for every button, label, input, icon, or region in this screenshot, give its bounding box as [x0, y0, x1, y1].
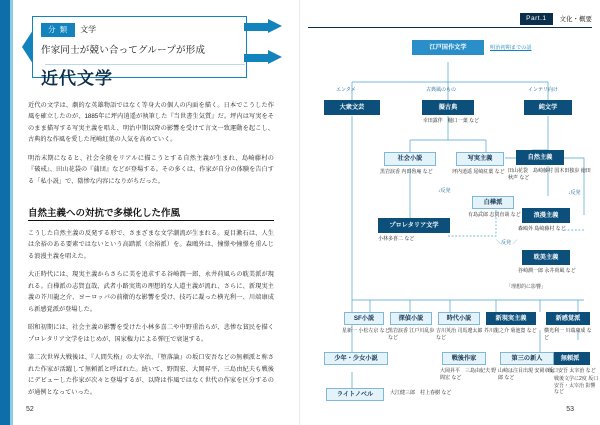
node-shin-genjitsu-shugi[interactable]: 新現実主義 [486, 312, 536, 325]
header-part-tag: Part.1 [520, 13, 552, 25]
left-edge-bar [0, 0, 10, 425]
note-risou: 「理想的に影響」 [506, 284, 547, 290]
body-paragraph-3: 昭和初期には、社会主義の影響を受けた小林多喜二や中野重治らが、悲惨な貧民を描くプロレタリア文学をはじめが、国家権力による弾圧で衰退する。 [28, 324, 274, 343]
caption-roman-shugi: 森鴎外 島崎藤村 など [518, 226, 566, 232]
banner-box [32, 16, 247, 88]
branch-label-entertainment: エンタメ [336, 87, 356, 93]
node-pseudo-classic[interactable]: 擬古典 [422, 100, 474, 115]
section-body [28, 228, 274, 405]
caption-shajitsu-shugi: 坪内逍遥 尾崎紅葉 など [452, 169, 505, 175]
node-jidai-shousetsu[interactable]: 時代小説 [438, 312, 480, 325]
caption-tantei-shousetsu: 黒岩涙香 江戸川乱歩 など [388, 328, 435, 341]
caption-shin-genjitsu-shugi: 芥川龍之介 菊池寛 など [484, 328, 537, 334]
node-root[interactable]: 江戸国作文学 [412, 40, 484, 55]
branch-label-intelli: インテリ向け [528, 87, 559, 93]
caption-shakai-shousetsu: 黒岩涙香 内田魯庵 など [380, 169, 433, 175]
header-label: 文化・概要 [559, 16, 592, 23]
node-hakuba-ha[interactable]: 白樺派 [472, 196, 514, 209]
node-roman-shugi[interactable]: 浪漫主義 [522, 208, 570, 223]
caption-sf-shousetsu: 星新一 小松左京 など [342, 328, 390, 334]
body-paragraph-4: 第二次世界大戦後は、『人間失格』の太宰治、『堕落論』の坂口安吾などの無頼派と称された作家が活躍して無頼派と呼ばれた。続いて、野間宏、大岡昇平、三島由紀夫も戦後にデビューした作家が次々と登場するが、以降は作風ではなく世代の作家を区分するのが通例となっていった。 [28, 354, 274, 396]
note-sengo-bungaku: 戦後文学に2度 坂口安吾・太宰治 影響 など [554, 376, 599, 395]
root-link[interactable]: 明治初期までの話 [490, 45, 532, 51]
node-pure-literature[interactable]: 純文学 [524, 100, 572, 115]
banner-divider [45, 64, 245, 65]
node-shizen-shugi[interactable]: 自然主義 [516, 150, 564, 165]
caption-tanbi-shugi: 谷崎潤一郎 永井荷風 など [518, 268, 576, 274]
body-paragraph-2: 大正時代には、現実主義からさらに美を追求する谷崎潤一郎、永井荷風らの耽美派が現れる。白樺派の志賀直哉、武者小路実篤の理想的な人道主義が流れ、さらに、新現実主義の芥川龍之介、ヨーロッパの前衛的な影響を受け、技巧に凝った横光利一、川端康成ら新感覚派が登場した。 [28, 271, 274, 313]
branch-label-classic: 古典風のもの [426, 87, 457, 93]
node-shonen-shojo-shousetsu[interactable]: 少年・少女小説 [324, 352, 388, 365]
page-number-left: 52 [26, 406, 34, 413]
left-edge-bar-light [10, 0, 13, 425]
note-hanpatsu-3: ＼反発 ／ [496, 240, 518, 246]
section-rule [28, 220, 274, 221]
caption-shinkankaku-ha: 横光利一 川端康成 など [544, 328, 592, 341]
node-sengo-sakka[interactable]: 戦後作家 [442, 352, 486, 365]
intro-text [28, 100, 274, 194]
caption-sengo-sakka: 大岡昇平 三島由紀夫 野間宏 など [440, 368, 497, 381]
note-hanpatsu-2: ↓反発 [568, 190, 581, 196]
body-paragraph-1: こうした自然主義の反発する形で、さまざまな文学潮流が生まれる。夏目漱石は、人生は余裕のある要素ではないという高踏派（余裕派）を。森鴎外は、憧憬や憧憬を重んじる浪漫主義を唱えた。 [28, 230, 274, 260]
section-heading: 自然主義への対抗で多様化した作風 [28, 208, 181, 219]
banner-subtitle: 作家同士が競い合ってグループが形成 [41, 45, 206, 56]
caption-proletarian-literature: 小林多喜二 など [378, 236, 415, 242]
node-shakai-shousetsu[interactable]: 社会小説 [384, 152, 436, 166]
note-hanpatsu-1: ↓反発 [438, 188, 451, 194]
intro-paragraph-1: 近代の文学は、劇的な英雄物語ではなく等身大の個人の内面を描く。日本でこうした作風を確立したのが、1885年に坪内逍遥が執筆した『当世書生気質』だ。坪内は写実をそのまま描写する写実主義を唱え、明治中期以降の影響を受けて言文一致運動を起こし、古典的な作風を愛した尾崎紅葉の人気を高めていく。 [28, 102, 274, 144]
caption-pseudo-classic: 幸田露伴 樋口一葉 など [422, 118, 480, 124]
caption-light-novel: 大江健三郎 村上春樹 など [390, 390, 452, 396]
node-tanbi-shugi[interactable]: 耽美主義 [522, 250, 570, 265]
node-daisan-no-shinjin[interactable]: 第三の新人 [500, 352, 554, 365]
node-popular-literature[interactable]: 大衆文芸 [324, 100, 380, 115]
caption-burai-ha: 坂口安吾 太宰治 など [548, 368, 596, 374]
caption-shizen-shugi: 田山花袋 島崎藤村 国木田独歩 徳田秋声 など [508, 168, 591, 181]
right-page [300, 0, 600, 425]
intro-paragraph-2: 明治末期になると、社会全般をリアルに描こうとする自然主義が生まれ、島崎藤村の『破戒』、田山花袋の『蒲団』などが登場する。その多くは、作家が自分の体験を告白する「私小説」で、陰惨な内容になりがちだった。 [28, 154, 274, 185]
node-proletarian-literature[interactable]: プロレタリア文学 [378, 218, 450, 233]
banner-arrow-bottom [244, 50, 284, 65]
node-tantei-shousetsu[interactable]: 探偵小説 [390, 312, 432, 325]
caption-jidai-shousetsu: 吉川英治 司馬遼太郎 など [436, 328, 483, 341]
node-light-novel[interactable]: ライトノベル [326, 388, 384, 401]
caption-hakuba-ha: 有島武郎 志賀直哉 など [468, 212, 521, 218]
caption-daisan-no-shinjin: 山崎は注目出現 安岡章太郎 など [498, 368, 555, 381]
chapter-banner [22, 16, 282, 88]
genre-tag: 分 類 [41, 23, 75, 37]
node-sf-shousetsu[interactable]: SF小説 [344, 312, 384, 325]
banner-arrow-top [244, 19, 284, 34]
node-shinkankaku-ha[interactable]: 新感覚派 [546, 312, 590, 325]
page-number-right: 53 [566, 406, 574, 413]
page-title: 近代文学 [41, 69, 113, 88]
node-shajitsu-shugi[interactable]: 写実主義 [456, 152, 504, 166]
node-burai-ha[interactable]: 無頼派 [550, 352, 590, 365]
genre-word: 文学 [80, 25, 97, 35]
